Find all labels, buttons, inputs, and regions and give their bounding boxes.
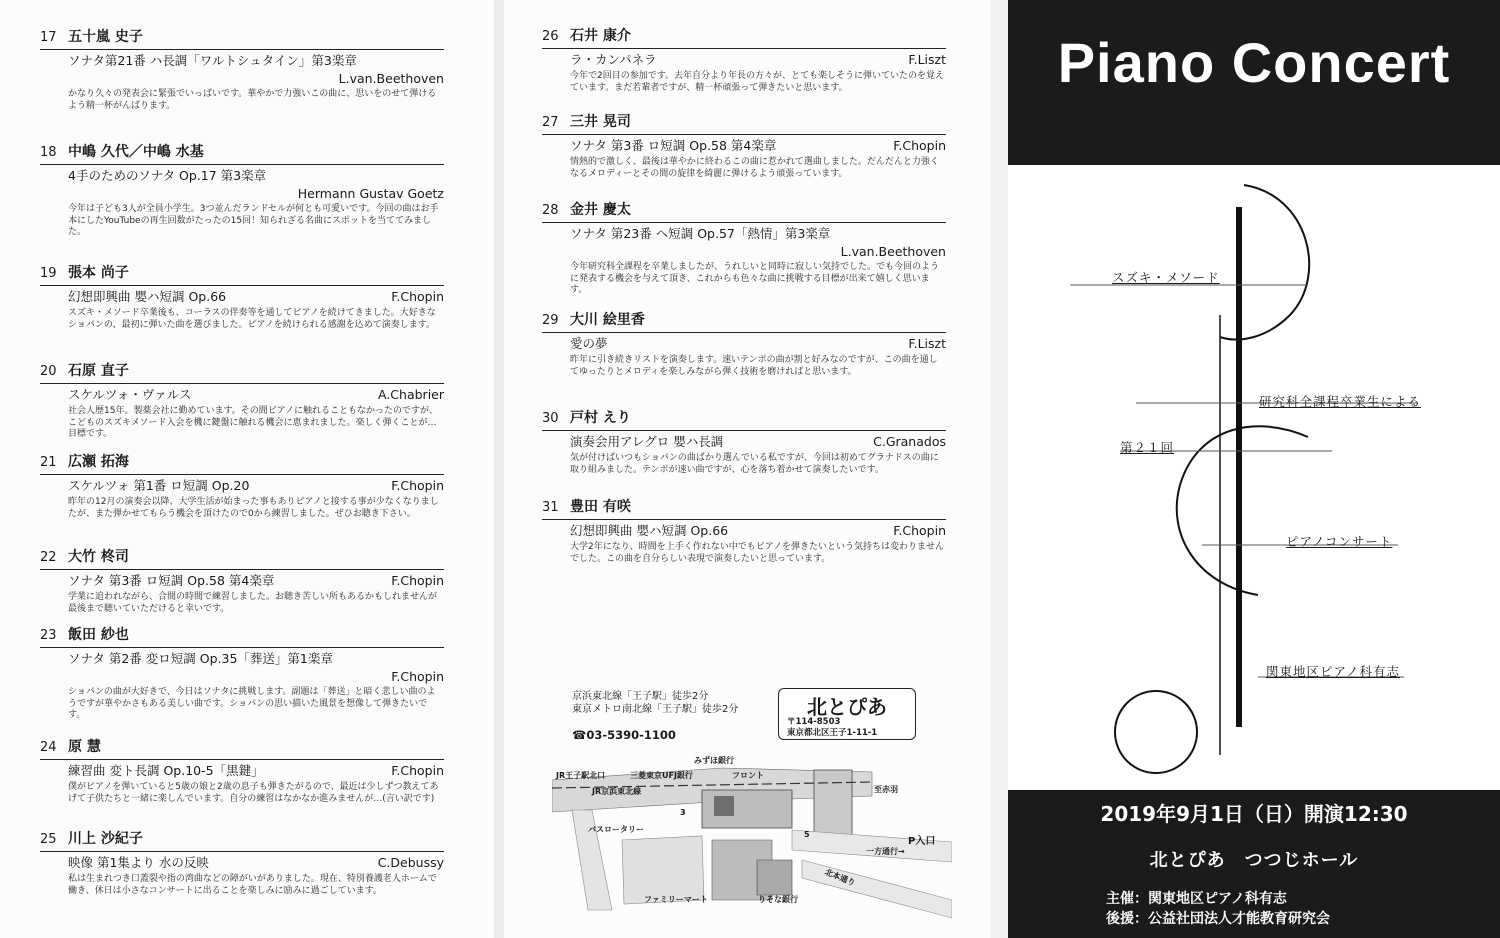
performer-name: 大川 絵里香 xyxy=(570,312,645,328)
performer-comment: 今年は子ども3人が全員小学生。3つ並んだランドセルが何とも可愛いです。今回の曲はお手本にしたYouTubeの再生回数がたったの15回！知られざる名曲にスポットを当ててみました。 xyxy=(68,204,439,237)
composer: Hermann Gustav Goetz xyxy=(297,186,444,201)
map-label-exit-3: 3 xyxy=(680,808,686,817)
program-entry xyxy=(40,264,444,331)
concert-date: 2019年9月1日（日）開演12:30 xyxy=(1100,802,1408,826)
access-info xyxy=(572,690,738,716)
composer: C.Debussy xyxy=(377,855,444,870)
piece-title: 幻想即興曲 嬰ハ短調 Op.66 xyxy=(570,523,729,538)
performer-name: 広瀬 拓海 xyxy=(68,454,129,470)
program-entry xyxy=(40,453,444,520)
map-label-family-mart: ファミリーマート xyxy=(644,895,708,904)
piece-title: 演奏会用アレグロ 嬰ハ長調 xyxy=(570,434,724,449)
performer-name: 五十嵐 史子 xyxy=(68,29,143,45)
composer: C.Granados xyxy=(873,434,946,449)
performer-header xyxy=(40,453,444,475)
map-label-bus-rotary: バスロータリー xyxy=(588,825,644,834)
venue-name: 北とぴあ xyxy=(807,695,887,719)
piece-title: スケルツォ・ヴァルス xyxy=(68,387,192,402)
piece-title: ソナタ 第3番 ロ短調 Op.58 第4楽章 xyxy=(68,573,275,588)
program-entry xyxy=(40,738,444,805)
performer-header xyxy=(542,27,946,49)
performer-number: 28 xyxy=(542,203,559,218)
performer-name: 川上 沙紀子 xyxy=(68,831,143,847)
piece-title: 練習曲 変ト長調 Op.10-5「黒鍵」 xyxy=(68,763,264,778)
composer: F.Chopin xyxy=(391,763,444,778)
performer-header xyxy=(40,362,444,384)
composer: F.Chopin xyxy=(391,669,444,684)
performer-number: 19 xyxy=(40,266,57,281)
map-label-mufg: 三菱東京UFJ銀行 xyxy=(630,771,693,780)
cover-header xyxy=(1008,0,1500,165)
performer-header xyxy=(542,409,946,431)
performer-number: 18 xyxy=(40,145,57,160)
map-label-exit-5: 5 xyxy=(804,830,810,839)
performer-header xyxy=(542,498,946,520)
performer-number: 31 xyxy=(542,500,559,515)
cover-label-kanto-volunteers: 関東地区ピアノ科有志 xyxy=(1266,664,1401,679)
performer-header xyxy=(40,738,444,760)
map-label-front: フロント xyxy=(732,771,764,780)
composer: F.Liszt xyxy=(908,52,946,67)
performer-number: 20 xyxy=(40,364,57,379)
access-line-metro: 東京メトロ南北線「王子駅」徒歩2分 xyxy=(572,704,739,715)
performer-comment: 今年で2回目の参加です。去年自分より年長の方々が、とても楽しそうに弾いていたのを覚えています。まだ若輩者ですが、精一杯頑張って弾きたいと思います。 xyxy=(570,71,945,93)
performer-comment: ショパンの曲が大好きで、今日はソナタに挑戦します。副題は「葬送」と暗く悲しい曲のようですが華やかさもある美しい曲です。ショパンの思い描いた風景を想像して弾きたいです。 xyxy=(68,687,436,720)
map-label-to-akabane: 至赤羽 xyxy=(874,785,898,794)
composer: F.Chopin xyxy=(391,478,444,493)
program-entry xyxy=(40,362,444,441)
performer-number: 21 xyxy=(40,455,57,470)
venue-address: 東京都北区王子1-11-1 xyxy=(787,728,878,738)
piece-title: スケルツォ 第1番 ロ短調 Op.20 xyxy=(68,478,250,493)
performer-name: 張本 尚子 xyxy=(68,265,129,281)
composer: F.Liszt xyxy=(908,336,946,351)
sponsor: 後援：公益社団法人才能教育研究会 xyxy=(1106,911,1330,927)
access-line-jr: 京浜東北線「王子駅」徒歩2分 xyxy=(572,691,709,702)
performer-name: 飯田 紗也 xyxy=(68,627,129,643)
performer-number: 23 xyxy=(40,628,57,643)
map-label-jr-north-exit: JR王子駅北口 xyxy=(556,771,606,780)
performer-name: 中嶋 久代／中嶋 水基 xyxy=(68,144,204,160)
performer-name: 石原 直子 xyxy=(68,363,129,379)
map-label-mizuho: みずほ銀行 xyxy=(694,756,734,765)
program-left-page xyxy=(0,0,494,938)
performer-name: 大竹 柊司 xyxy=(68,549,129,565)
performer-comment: 社会人歴15年。製薬会社に勤めています。その間ピアノに触れることもなかったのですが、こどものスズキメソード入会を機に鍵盤に触れる機会に恵まれました。楽しく弾くことが…目標です。 xyxy=(68,406,439,439)
program-entry xyxy=(542,113,946,180)
performer-comment: 大学2年になり、時間を上手く作れない中でもピアノを弾きたいという気持ちは変わりませんでした。この曲を自分らしい表現で演奏したいと思っています。 xyxy=(570,542,945,564)
performer-header xyxy=(542,311,946,333)
map-label-jr-line: JR京浜東北線 xyxy=(592,787,642,796)
performer-number: 29 xyxy=(542,313,559,328)
performer-name: 戸村 えり xyxy=(570,410,631,426)
performer-name: 石井 康介 xyxy=(570,28,631,44)
program-middle-page xyxy=(504,0,990,938)
page-fold xyxy=(494,0,504,938)
map-label-resona: りそな銀行 xyxy=(758,895,798,904)
performer-comment: 学業に追われながら、合間の時間で練習しました。お聴き苦しい所もあるかもしれませんが最後まで聴いていただけると幸いです。 xyxy=(68,592,438,614)
performer-number: 24 xyxy=(40,740,57,755)
page-fold xyxy=(990,0,1008,938)
venue-phone: ☎03-5390-1100 xyxy=(572,728,676,742)
map-label-one-way: 一方通行→ xyxy=(866,847,905,856)
program-entry xyxy=(542,409,946,476)
performer-number: 27 xyxy=(542,115,559,130)
cover-footer xyxy=(1008,790,1500,938)
performer-comment: 今年研究科全課程を卒業しましたが、うれしいと同時に寂しい気持でした。でも今回のように発表する機会を与えて頂き、これからも色々な曲に挑戦する目標が出来て嬉しく思います。 xyxy=(570,262,940,295)
piece-title: 幻想即興曲 嬰ハ短調 Op.66 xyxy=(68,289,227,304)
performer-header xyxy=(40,28,444,50)
piece-title: ソナタ 第2番 変ロ短調 Op.35「葬送」第1楽章 xyxy=(68,651,333,666)
venue-zip: 〒114-8503 xyxy=(787,717,841,727)
program-entry xyxy=(40,143,444,239)
piece-title: ソナタ第21番 ハ長調「ワルトシュタイン」第3楽章 xyxy=(68,53,357,68)
piece-title: ソナタ 第23番 ヘ短調 Op.57「熱情」第3楽章 xyxy=(570,226,831,241)
program-entry xyxy=(542,201,946,297)
organizer: 主催：関東地区ピアノ科有志 xyxy=(1106,891,1287,907)
performer-name: 三井 晃司 xyxy=(570,114,631,130)
cover-label-graduates: 研究科全課程卒業生による xyxy=(1259,394,1422,409)
program-entry xyxy=(40,548,444,615)
program-entry xyxy=(40,28,444,112)
performer-number: 26 xyxy=(542,29,559,44)
performer-comment: 僕がピアノを弾いていると5歳の娘と2歳の息子も弾きたがるので、最近は少しずつ教えてあげて子供たちと一緒に楽しんでいます。自分の練習はなかなか進みませんが…(言い訳です) xyxy=(68,782,439,804)
cover-label-suzuki-method: スズキ・メソード xyxy=(1112,270,1220,285)
performer-header xyxy=(40,830,444,852)
performer-number: 22 xyxy=(40,550,57,565)
program-entry xyxy=(542,498,946,565)
performer-comment: 昨年の12月の演奏会以降、大学生活が始まった事もありピアノと接する事が少なくなりましたが、また弾かせてもらう機会を頂けたので0から練習しました。ぜひお聴き下さい。 xyxy=(68,497,439,519)
composer: F.Chopin xyxy=(391,573,444,588)
performer-header xyxy=(40,143,444,165)
venue-badge xyxy=(778,688,916,740)
piece-title: 愛の夢 xyxy=(570,336,608,351)
performer-comment: スズキ・メソード卒業後も、コーラスの伴奏等を通してピアノを続けてきました。大好きなショパンの、最初に弾いた曲を選びました。ピアノを続けられる感謝を込めて演奏します。 xyxy=(68,308,436,330)
performer-comment: かなり久々の発表会に緊張でいっぱいです。華やかで力強いこの曲に、思いをのせて弾けるよう精一杯がんばります。 xyxy=(68,89,437,111)
piece-title: ソナタ 第3番 ロ短調 Op.58 第4楽章 xyxy=(570,138,777,153)
composer: F.Chopin xyxy=(391,289,444,304)
performer-header xyxy=(542,201,946,223)
map-label-parking-entrance: P入口 xyxy=(908,836,936,847)
performer-comment: 私は生まれつき口蓋裂や指の湾曲などの障がいがありました。現在、特別養護老人ホームで働き、休日は小さなコンサートに出ることを楽しみに励みに過ごしています。 xyxy=(68,874,437,896)
performer-comment: 昨年に引き続きリストを演奏します。速いテンポの曲が割と好みなのですが、この曲を通してゆったりとメロディを楽しみながら弾く技術を磨ければと思います。 xyxy=(570,355,938,377)
performer-header xyxy=(40,626,444,648)
performer-comment: 気が付けばいつもショパンの曲ばかり選んでいる私ですが、今回は初めてグラナドスの曲に取り組みました。テンポが速い曲ですが、心を落ち着かせて演奏したいです。 xyxy=(570,453,939,475)
treble-clef-graphic xyxy=(1008,165,1500,790)
composer: L.van.Beethoven xyxy=(338,71,444,86)
performer-number: 17 xyxy=(40,30,57,45)
performer-number: 25 xyxy=(40,832,57,847)
performer-comment: 情熱的で激しく、最後は華やかに終わるこの曲に惹かれて選曲しました。だんだんと力強くなるメロディーとその間の旋律を綺麗に弾けるよう頑張っています。 xyxy=(570,157,939,179)
program-entry xyxy=(542,27,946,94)
performer-header xyxy=(40,548,444,570)
performer-name: 豊田 有咲 xyxy=(570,499,631,515)
composer: A.Chabrier xyxy=(378,387,444,402)
performer-number: 30 xyxy=(542,411,559,426)
performer-header xyxy=(40,264,444,286)
map-label-kita-dori: 北本通り xyxy=(823,867,857,888)
piece-title: 映像 第1集より 水の反映 xyxy=(68,855,209,870)
cover-label-edition: 第２１回 xyxy=(1120,440,1175,455)
piece-title: 4手のためのソナタ Op.17 第3楽章 xyxy=(68,168,267,183)
piece-title: ラ・カンパネラ xyxy=(570,52,657,67)
performer-name: 原 慧 xyxy=(68,739,101,755)
concert-hall: 北とぴあ つつじホール xyxy=(1149,850,1359,871)
cover-title: Piano Concert xyxy=(1057,31,1451,94)
program-entry xyxy=(40,626,444,722)
cover-label-piano-concert: ピアノコンサート xyxy=(1286,534,1393,549)
performer-name: 金井 慶太 xyxy=(570,202,631,218)
program-cover xyxy=(1008,0,1500,938)
program-entry xyxy=(40,830,444,897)
performer-header xyxy=(542,113,946,135)
program-entry xyxy=(542,311,946,378)
composer: F.Chopin xyxy=(893,138,946,153)
composer: F.Chopin xyxy=(893,523,946,538)
composer: L.van.Beethoven xyxy=(840,244,946,259)
